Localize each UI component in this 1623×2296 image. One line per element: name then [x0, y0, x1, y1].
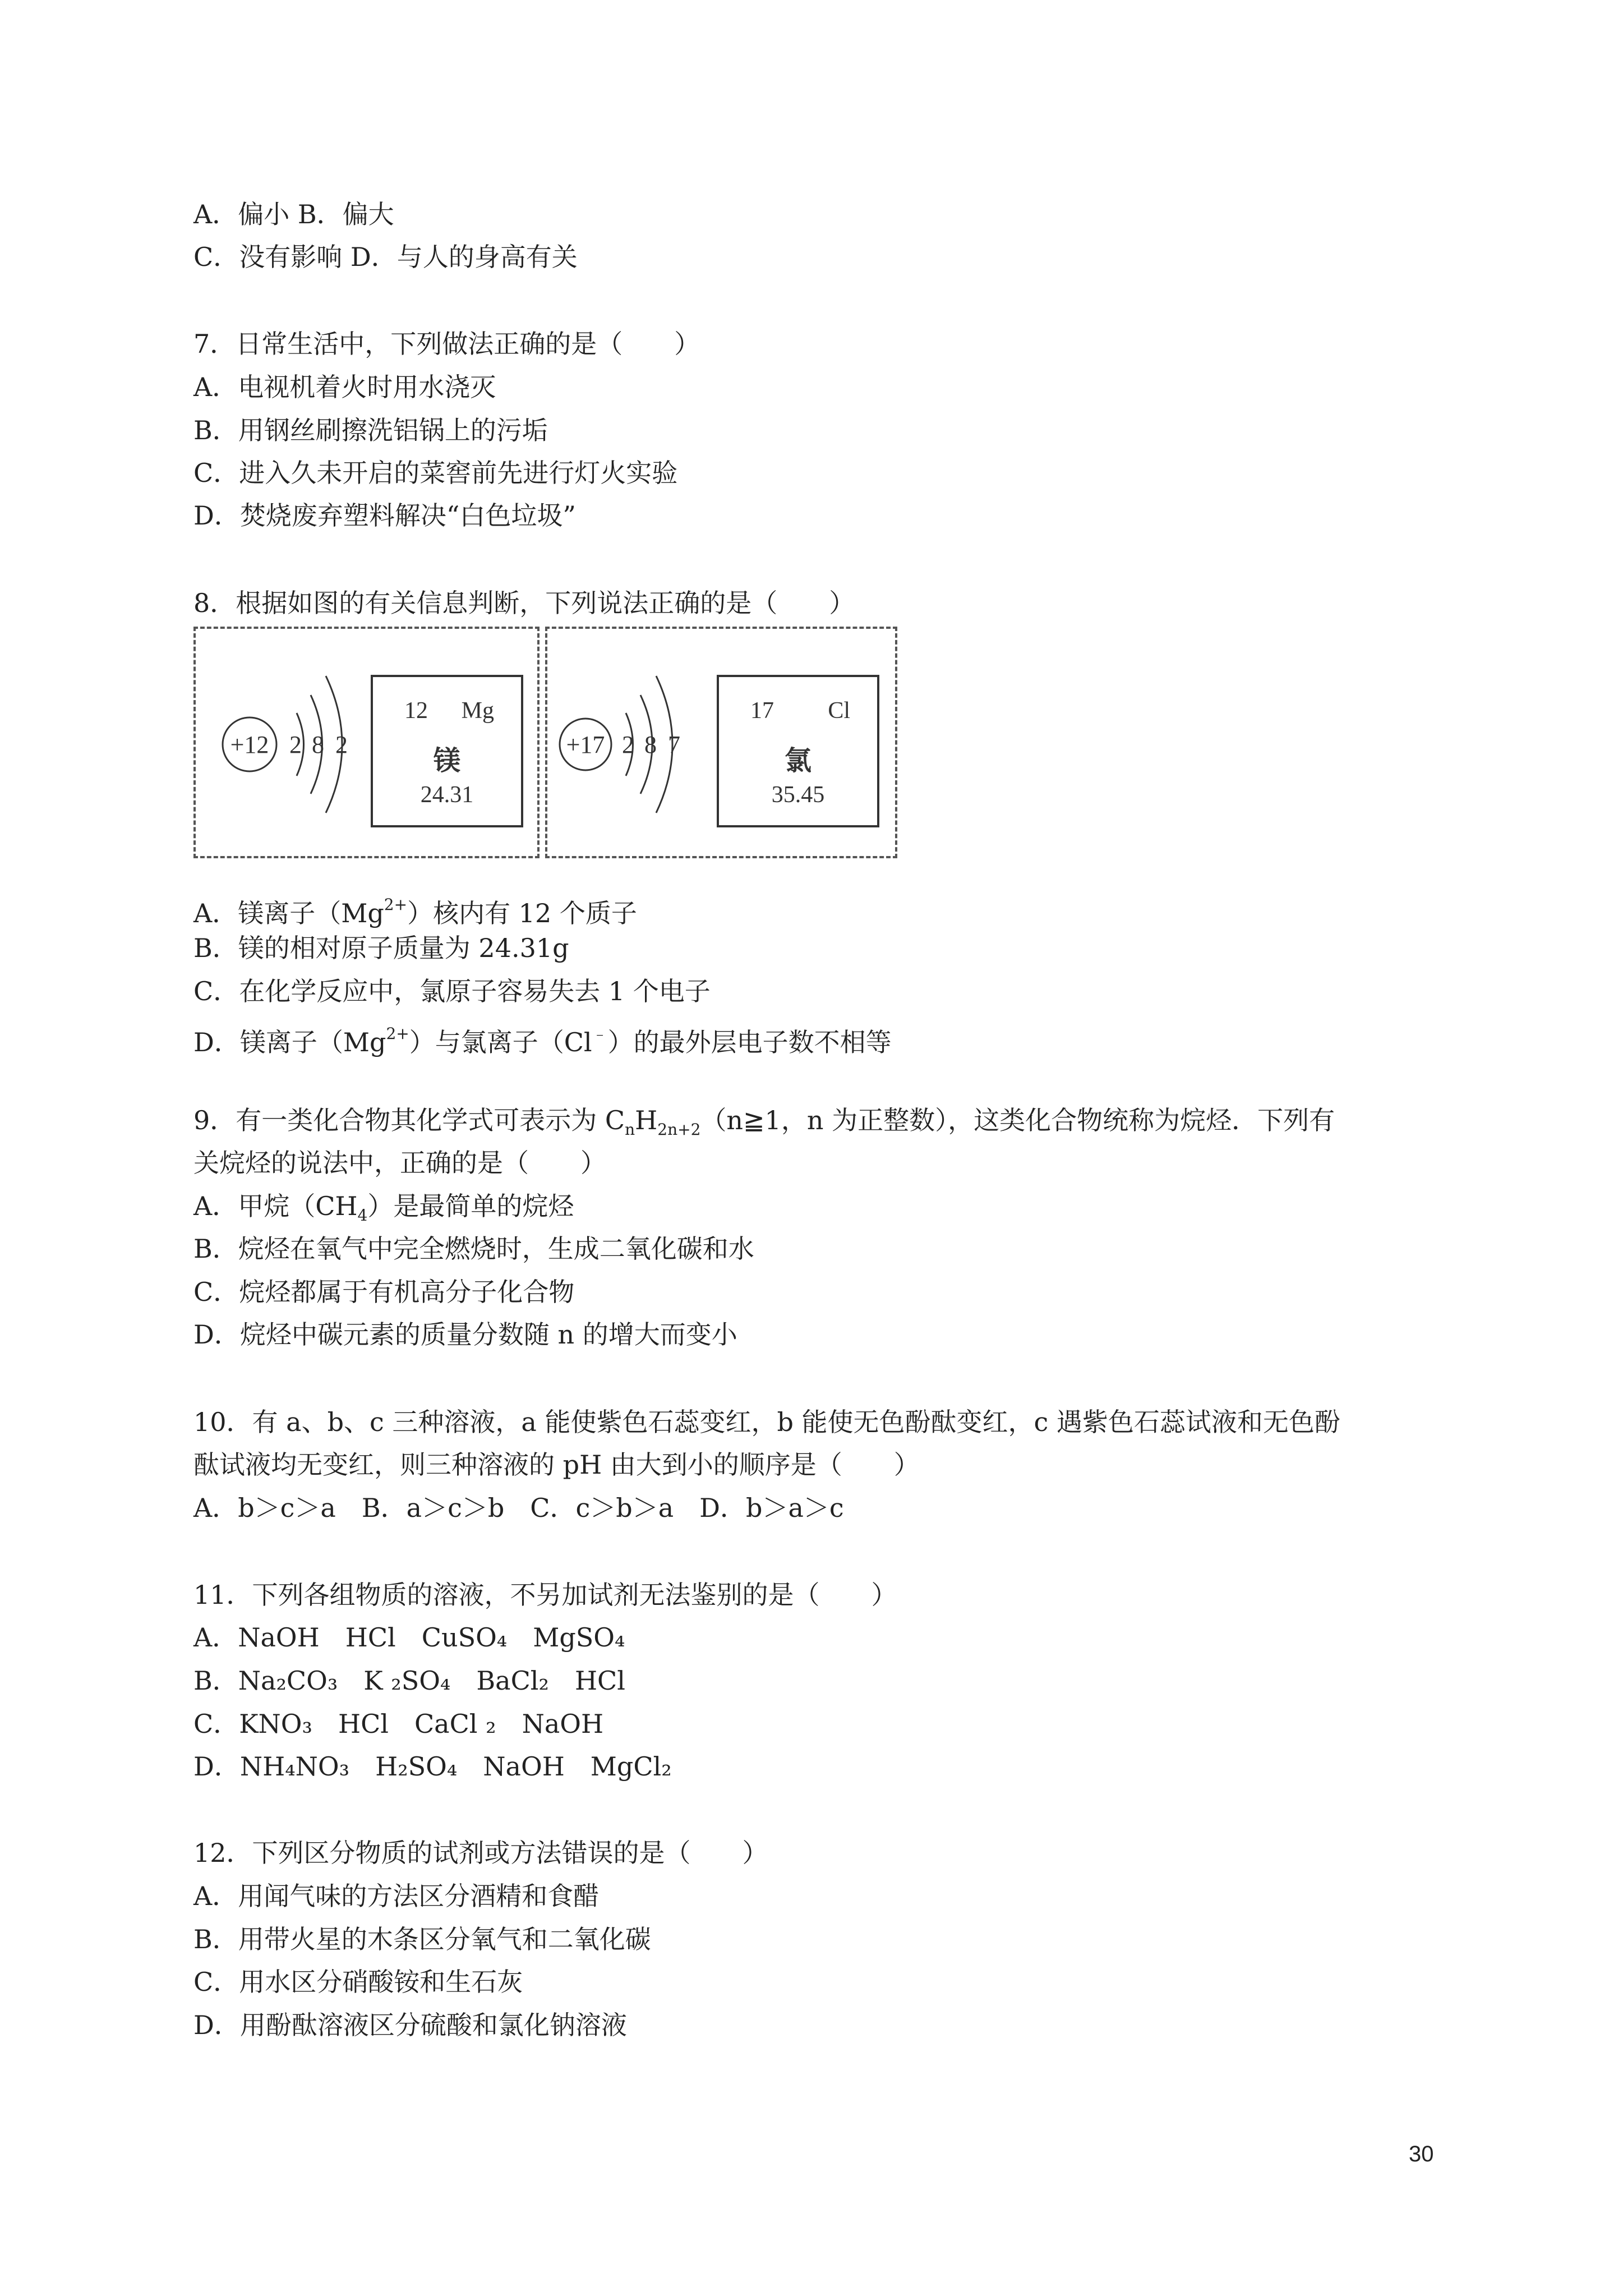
q7-option-c: C．进入久未开启的菜窖前先进行灯火实验 [193, 458, 678, 488]
cl-atomic-mass: 35.45 [771, 782, 825, 808]
q8-option-b: B．镁的相对原子质量为 24.31g [193, 933, 569, 963]
q9-option-c: C．烷烃都属于有机高分子化合物 [193, 1277, 575, 1307]
cl-shell-count-3: 7 [668, 731, 680, 758]
q9-stem-line-2: 关烷烃的说法中，正确的是（ ） [193, 1148, 606, 1178]
mg-shell-count-1: 2 [289, 731, 302, 758]
q9-option-d: D．烷烃中碳元素的质量分数随 n 的增大而变小 [193, 1319, 737, 1350]
q11-stem: 11．下列各组物质的溶液，不另加试剂无法鉴别的是（ ） [193, 1580, 897, 1610]
mg-element-box [371, 675, 523, 827]
q7-stem: 7．日常生活中，下列做法正确的是（ ） [193, 329, 700, 359]
q12-option-b: B．用带火星的木条区分氧气和二氧化碳 [193, 1924, 651, 1954]
q10-stem-line-2: 酞试液均无变红，则三种溶液的 pH 由大到小的顺序是（ ） [193, 1450, 920, 1480]
q8-stem: 8．根据如图的有关信息判断，下列说法正确的是（ ） [193, 588, 855, 618]
q7-option-b: B．用钢丝刷擦洗铝锅上的污垢 [193, 415, 548, 445]
cl-shell-count-2: 8 [644, 731, 657, 758]
mg-panel [193, 627, 540, 858]
mg-shell-count-3: 2 [335, 731, 348, 758]
q12-stem: 12．下列区分物质的试剂或方法错误的是（ ） [193, 1838, 768, 1868]
q9-option-b: B．烷烃在氧气中完全燃烧时，生成二氧化碳和水 [193, 1234, 754, 1264]
q8-option-c: C．在化学反应中，氯原子容易失去 1 个电子 [193, 976, 711, 1006]
cl-atomic-number: 17 [750, 698, 774, 724]
page-number: 30 [1409, 2142, 1434, 2166]
q7-option-d: D．焚烧废弃塑料解决“白色垃圾” [193, 500, 576, 531]
q6-option-line-2: C．没有影响 D．与人的身高有关 [193, 242, 578, 272]
cl-symbol: Cl [828, 698, 850, 724]
cl-shell-count-1: 2 [622, 731, 634, 758]
q8-option-a: A．镁离子$(Mg^{2+})$核内有 12 个质子 [193, 895, 637, 928]
mg-symbol: Mg [461, 698, 494, 724]
mg-shell-count-2: 8 [312, 731, 324, 758]
cl-panel [545, 627, 897, 858]
cl-nucleus-label: +17 [566, 731, 605, 758]
mg-atomic-mass: 24.31 [420, 782, 474, 808]
q11-option-a: A．NaOH HCl CuSO₄ MgSO₄ [193, 1622, 625, 1653]
q11-option-b: B．Na₂CO₃ K ₂SO₄ BaCl₂ HCl [193, 1665, 625, 1696]
q9-option-a: A．甲烷$(CH_4)$是最简单的烷烃 [193, 1191, 574, 1225]
q8-figure [193, 627, 897, 858]
q12-option-c: C．用水区分硝酸铵和生石灰 [193, 1967, 523, 1997]
q11-option-c: C．KNO₃ HCl CaCl ₂ NaOH [193, 1709, 604, 1739]
q12-option-a: A．用闻气味的方法区分酒精和食醋 [193, 1881, 600, 1911]
mg-atomic-number: 12 [404, 698, 428, 724]
cl-name: 氯 [784, 745, 811, 776]
mg-name: 镁 [433, 745, 460, 776]
q10-options: A．b＞c＞a B．a＞c＞b C．c＞b＞a D．b＞a＞c [193, 1493, 844, 1523]
mg-nucleus-label: +12 [230, 731, 269, 758]
q8-option-d: D．镁离子$(Mg^{2+})$与氯离子（Cl﹣）的最外层电子数不相等 [193, 1024, 892, 1057]
q6-option-line-1: A．偏小 B．偏大 [193, 199, 394, 229]
q11-option-d: D．NH₄NO₃ H₂SO₄ NaOH MgCl₂ [193, 1751, 672, 1782]
q9-stem-line-1: 9．有一类化合物其化学式可表示为 $C_nH_{2n+2}(n≧1$，n 为正整数），这类化合物统称为烷烃．下列有 [193, 1105, 1335, 1139]
cl-element-box [717, 675, 879, 827]
q12-option-d: D．用酚酞溶液区分硫酸和氯化钠溶液 [193, 2010, 627, 2040]
q7-option-a: A．电视机着火时用水浇灭 [193, 372, 496, 402]
q10-stem-line-1: 10．有 a、b、c 三种溶液，a 能使紫色石蕊变红，b 能使无色酚酞变红，c 遇紫色石蕊试液和无色酚 [193, 1407, 1340, 1437]
